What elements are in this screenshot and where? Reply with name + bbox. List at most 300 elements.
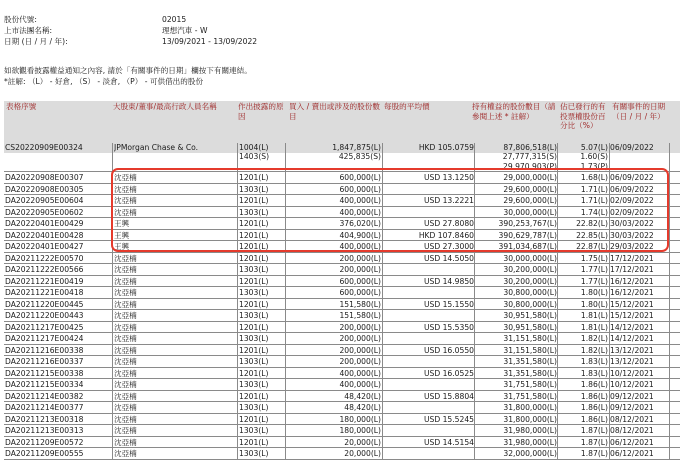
- column-divider: [669, 172, 670, 183]
- column-divider: [669, 356, 670, 367]
- column-divider: [669, 414, 670, 425]
- cell-reason: 1303(L): [239, 357, 269, 366]
- cell-shares: [287, 143, 381, 171]
- cell-serial[interactable]: DA20211221E00418: [5, 288, 84, 297]
- cell-avg-price: USD 14.5050: [423, 253, 474, 263]
- cell-serial[interactable]: DA20211221E00419: [5, 276, 84, 286]
- cell-name: 沈亞楠: [114, 426, 137, 435]
- cell-name: 王興: [114, 219, 130, 228]
- cell-name: JPMorgan Chase & Co.: [114, 143, 199, 152]
- cell-date[interactable]: 06/12/2021: [610, 437, 654, 447]
- table-row: [4, 299, 680, 311]
- cell-serial[interactable]: DA20211217E00425: [5, 322, 84, 332]
- column-divider: [285, 276, 286, 287]
- table-row: [4, 230, 680, 242]
- cell-holding-line: 27,777,315(S): [502, 152, 557, 162]
- cell-holding: 30,800,000(L): [503, 288, 557, 297]
- cell-shares-line: 425,835(S): [338, 152, 381, 162]
- cell-pct: 1.86(L): [580, 380, 608, 389]
- cell-date[interactable]: 16/12/2021: [610, 288, 654, 297]
- column-divider: [285, 448, 286, 459]
- cell-date[interactable]: 08/12/2021: [610, 426, 654, 435]
- column-divider: [112, 195, 113, 206]
- header-pct: 佔已發行的有投票權股份百分比（%）: [560, 102, 606, 130]
- column-divider: [237, 195, 238, 206]
- cell-name: 沈亞楠: [114, 357, 137, 366]
- header-name: 大股東/董事/最高行政人員名稱: [113, 102, 217, 111]
- cell-serial[interactable]: DA20211216E00338: [5, 345, 84, 355]
- cell-pct: 22.82(L): [576, 219, 608, 228]
- meta-company-name: [4, 25, 257, 36]
- column-divider: [382, 356, 383, 367]
- cell-date[interactable]: 09/12/2021: [610, 403, 654, 412]
- cell-shares: 400,000(L): [339, 380, 381, 389]
- cell-shares: 600,000(L): [339, 173, 381, 182]
- cell-date[interactable]: 30/03/2022: [610, 219, 654, 228]
- cell-name: 沈亞楠: [114, 276, 137, 286]
- cell-shares-line: 1,847,875(L): [332, 143, 381, 152]
- note-line: 如欲觀看披露權益通知之內容, 請於「有關事件的日期」欄按下有關連結。: [4, 66, 252, 75]
- column-divider: [237, 402, 238, 413]
- column-divider: [112, 402, 113, 413]
- cell-date[interactable]: 15/12/2021: [610, 299, 654, 309]
- cell-pct: 1.71(L): [580, 196, 608, 205]
- cell-shares: 400,000(L): [339, 242, 381, 251]
- table-row: [4, 276, 680, 288]
- cell-pct: [557, 143, 608, 171]
- table-row: [4, 143, 680, 172]
- cell-name: 沈亞楠: [114, 380, 137, 389]
- cell-name: 王興: [114, 230, 130, 240]
- cell-shares: 200,000(L): [339, 265, 381, 274]
- cell-shares: 400,000(L): [339, 196, 381, 205]
- cell-serial[interactable]: DA20211222E00566: [5, 265, 84, 274]
- cell-date[interactable]: 06/09/2022: [610, 184, 654, 194]
- cell-reason: 1201(L): [239, 242, 269, 251]
- cell-reason: 1201(L): [239, 437, 269, 447]
- cell-reason: 1303(L): [239, 184, 269, 194]
- filings-table: [4, 143, 680, 460]
- column-divider: [669, 207, 670, 218]
- column-divider: [669, 241, 670, 252]
- cell-name: 沈亞楠: [114, 334, 137, 343]
- cell-serial[interactable]: CS20220909E00324: [5, 143, 83, 152]
- column-divider: [237, 345, 238, 356]
- cell-reason: 1303(L): [239, 311, 269, 320]
- column-divider: [669, 143, 670, 171]
- cell-pct: 1.68(L): [580, 173, 608, 182]
- column-divider: [285, 218, 286, 229]
- cell-name: 沈亞楠: [114, 184, 137, 194]
- column-divider: [112, 207, 113, 218]
- cell-holding: 390,629,787(L): [498, 230, 557, 240]
- header-serial: 表格序號: [6, 102, 37, 111]
- cell-holding: 31,980,000(L): [503, 437, 557, 447]
- column-divider: [285, 172, 286, 183]
- cell-date[interactable]: 06/12/2021: [610, 449, 654, 458]
- column-divider: [112, 448, 113, 459]
- cell-avg-price: USD 15.5245: [423, 414, 474, 424]
- cell-reason: 1201(L): [239, 345, 269, 355]
- column-divider: [237, 391, 238, 402]
- table-row: [4, 356, 680, 368]
- column-divider: [237, 379, 238, 390]
- table-row: [4, 379, 680, 391]
- cell-date[interactable]: 10/12/2021: [610, 380, 654, 389]
- column-divider: [285, 391, 286, 402]
- table-row: [4, 253, 680, 265]
- column-divider: [112, 241, 113, 252]
- cell-holding: 30,951,580(L): [503, 311, 557, 320]
- column-divider: [237, 333, 238, 344]
- table-row: [4, 345, 680, 357]
- cell-pct: 1.77(L): [580, 265, 608, 274]
- cell-pct: 1.80(L): [580, 288, 608, 297]
- cell-shares: 48,420(L): [344, 391, 381, 401]
- column-divider: [669, 299, 670, 310]
- cell-date[interactable]: 09/12/2021: [610, 391, 654, 401]
- cell-holding: 31,151,580(L): [503, 345, 557, 355]
- column-divider: [112, 310, 113, 321]
- cell-reason: 1201(L): [239, 276, 269, 286]
- cell-name: 沈亞楠: [114, 391, 137, 401]
- column-divider: [112, 356, 113, 367]
- cell-shares: 600,000(L): [339, 184, 381, 194]
- cell-date[interactable]: 14/12/2021: [610, 322, 654, 332]
- column-divider: [285, 333, 286, 344]
- cell-date[interactable]: 02/09/2022: [610, 207, 654, 217]
- column-divider: [669, 264, 670, 275]
- cell-pct: 1.86(L): [580, 414, 608, 424]
- cell-reason: 1303(L): [239, 288, 269, 297]
- cell-date[interactable]: 10/12/2021: [610, 368, 654, 378]
- cell-holding: 390,253,767(L): [498, 219, 557, 228]
- table-row: [4, 195, 680, 207]
- cell-pct: 1.86(L): [580, 403, 608, 412]
- cell-serial[interactable]: DA20220905E00602: [5, 207, 84, 217]
- column-divider: [237, 172, 238, 183]
- column-divider: [285, 356, 286, 367]
- column-divider: [669, 322, 670, 333]
- cell-holding: 29,000,000(L): [503, 173, 557, 182]
- cell-pct-line: 1.60(S): [580, 152, 608, 162]
- cell-date[interactable]: 17/12/2021: [610, 253, 654, 263]
- cell-shares: 20,000(L): [344, 437, 381, 447]
- cell-pct: 1.87(L): [580, 449, 608, 458]
- cell-holding: 29,600,000(L): [503, 184, 557, 194]
- column-divider: [669, 218, 670, 229]
- cell-holding: 31,751,580(L): [503, 391, 557, 401]
- table-row: [4, 391, 680, 403]
- cell-pct: 22.87(L): [576, 242, 608, 251]
- cell-shares: 400,000(L): [339, 207, 381, 217]
- cell-serial[interactable]: DA20211216E00337: [5, 357, 84, 366]
- column-divider: [237, 264, 238, 275]
- cell-reason-line: 1403(S): [239, 152, 270, 162]
- column-divider: [112, 425, 113, 436]
- cell-holding: 31,980,000(L): [503, 426, 557, 435]
- cell-name: 沈亞楠: [114, 173, 137, 182]
- cell-holding: 31,351,580(L): [503, 357, 557, 366]
- note-line: *註解: （L） - 好倉, （S） - 淡倉, （P） - 可供借出的股份: [4, 76, 204, 86]
- cell-name: 沈亞楠: [114, 322, 137, 332]
- cell-name: 沈亞楠: [114, 265, 137, 274]
- column-divider: [669, 425, 670, 436]
- cell-serial[interactable]: DA20220401E00427: [5, 242, 84, 251]
- cell-avg-price: USD 16.0550: [423, 345, 474, 355]
- column-divider: [237, 218, 238, 229]
- column-divider: [382, 207, 383, 218]
- cell-reason: 1201(L): [239, 368, 269, 378]
- cell-holding: 31,151,580(L): [503, 334, 557, 343]
- cell-date[interactable]: 13/12/2021: [610, 357, 654, 366]
- cell-pct: 1.71(L): [580, 184, 608, 194]
- cell-pct: 1.87(L): [580, 426, 608, 435]
- cell-shares: 200,000(L): [339, 357, 381, 366]
- column-divider: [669, 276, 670, 287]
- cell-reason: 1201(L): [239, 253, 269, 263]
- cell-name: 沈亞楠: [114, 196, 137, 205]
- cell-serial[interactable]: DA20211215E00338: [5, 368, 84, 378]
- column-divider: [237, 276, 238, 287]
- cell-date[interactable]: 02/09/2022: [610, 196, 654, 205]
- column-divider: [285, 379, 286, 390]
- column-divider: [382, 448, 383, 459]
- cell-pct-line: 5.07(L): [580, 143, 608, 152]
- cell-reason: 1201(L): [239, 299, 269, 309]
- table-row: [4, 184, 680, 196]
- cell-shares: 151,580(L): [339, 299, 381, 309]
- column-divider: [285, 264, 286, 275]
- cell-holding: [475, 143, 557, 171]
- cell-name: 沈亞楠: [114, 288, 137, 297]
- column-divider: [112, 264, 113, 275]
- column-divider: [382, 287, 383, 298]
- cell-pct: 1.83(L): [580, 368, 608, 378]
- cell-pct: 1.86(L): [580, 391, 608, 401]
- column-divider: [237, 299, 238, 310]
- meta-date-range: [4, 36, 257, 47]
- cell-date[interactable]: 08/12/2021: [610, 414, 654, 424]
- column-divider: [112, 172, 113, 183]
- table-row: [4, 207, 680, 219]
- cell-pct: 22.85(L): [576, 230, 608, 240]
- cell-serial[interactable]: DA20211220E00445: [5, 299, 84, 309]
- meta-label: 上市法團名稱:: [4, 26, 53, 35]
- cell-holding: 30,000,000(L): [503, 207, 557, 217]
- cell-serial[interactable]: DA20211209E00555: [5, 449, 84, 458]
- header-shares: 買入 / 賣出或涉及的股份數目: [289, 102, 380, 121]
- cell-name: 沈亞楠: [114, 345, 137, 355]
- cell-date[interactable]: 14/12/2021: [610, 334, 654, 343]
- column-divider: [237, 230, 238, 241]
- cell-avg-price: USD 14.5154: [423, 437, 474, 447]
- meta-label: 日期 (日 / 月 / 年):: [4, 37, 68, 46]
- column-divider: [669, 368, 670, 379]
- cell-serial[interactable]: DA20211214E00382: [5, 391, 84, 401]
- cell-serial[interactable]: DA20220908E00305: [5, 184, 84, 194]
- column-divider: [112, 437, 113, 448]
- cell-date[interactable]: 06/09/2022: [610, 173, 654, 182]
- column-divider: [669, 345, 670, 356]
- column-divider: [112, 299, 113, 310]
- cell-holding: 31,800,000(L): [503, 403, 557, 412]
- cell-reason: 1303(L): [239, 265, 269, 274]
- cell-date[interactable]: 06/09/2022: [610, 143, 654, 152]
- cell-pct: 1.87(L): [580, 437, 608, 447]
- cell-serial[interactable]: DA20220401E00428: [5, 230, 84, 240]
- column-divider: [669, 184, 670, 195]
- column-divider: [285, 437, 286, 448]
- cell-avg-price: USD 16.0525: [423, 368, 474, 378]
- cell-holding: 31,751,580(L): [503, 380, 557, 389]
- cell-shares: 180,000(L): [339, 426, 381, 435]
- column-divider: [285, 299, 286, 310]
- column-divider: [285, 184, 286, 195]
- cell-date[interactable]: 17/12/2021: [610, 265, 654, 274]
- column-divider: [285, 425, 286, 436]
- cell-reason: 1201(L): [239, 230, 269, 240]
- column-divider: [285, 368, 286, 379]
- column-divider: [285, 241, 286, 252]
- cell-date[interactable]: 16/12/2021: [610, 276, 654, 286]
- column-divider: [112, 230, 113, 241]
- column-divider: [237, 184, 238, 195]
- column-divider: [112, 368, 113, 379]
- cell-pct-line: 1.73(P): [580, 161, 608, 171]
- cell-date[interactable]: 30/03/2022: [610, 230, 654, 240]
- cell-serial[interactable]: DA20220401E00429: [5, 219, 84, 228]
- column-divider: [112, 391, 113, 402]
- cell-date[interactable]: 13/12/2021: [610, 345, 654, 355]
- cell-holding: 31,800,000(L): [503, 414, 557, 424]
- column-divider: [382, 264, 383, 275]
- column-divider: [285, 253, 286, 264]
- cell-avg-price: HKD 105.0759: [418, 143, 474, 152]
- cell-avg-price: USD 27.8080: [423, 219, 474, 228]
- cell-holding: 30,951,580(L): [503, 322, 557, 332]
- column-divider: [237, 448, 238, 459]
- column-divider: [285, 310, 286, 321]
- column-divider: [669, 391, 670, 402]
- column-divider: [237, 425, 238, 436]
- cell-avg-price: USD 15.5350: [423, 322, 474, 332]
- cell-shares: 600,000(L): [339, 276, 381, 286]
- cell-shares: 404,900(L): [339, 230, 381, 240]
- column-divider: [112, 276, 113, 287]
- cell-holding: 32,000,000(L): [503, 449, 557, 458]
- cell-serial[interactable]: DA20220908E00307: [5, 173, 84, 182]
- table-row: [4, 287, 680, 299]
- cell-holding: 30,200,000(L): [503, 265, 557, 274]
- cell-reason: 1303(L): [239, 403, 269, 412]
- cell-reason-line: 1004(L): [239, 143, 269, 152]
- table-row: [4, 448, 680, 460]
- column-divider: [112, 218, 113, 229]
- cell-serial[interactable]: DA20211209E00572: [5, 437, 84, 447]
- cell-name: 沈亞楠: [114, 253, 137, 263]
- cell-reason: 1201(L): [239, 322, 269, 332]
- column-divider: [112, 253, 113, 264]
- cell-serial[interactable]: DA20211213E00313: [5, 426, 84, 435]
- column-divider: [237, 253, 238, 264]
- column-divider: [112, 345, 113, 356]
- column-divider: [237, 287, 238, 298]
- meta-stock-code: [4, 14, 257, 25]
- cell-reason: 1201(L): [239, 414, 269, 424]
- column-divider: [382, 379, 383, 390]
- cell-serial[interactable]: DA20211214E00377: [5, 403, 84, 412]
- cell-avg-price: USD 15.8804: [423, 391, 474, 401]
- cell-serial[interactable]: DA20211217E00424: [5, 334, 84, 343]
- cell-reason: 1303(L): [239, 334, 269, 343]
- column-divider: [669, 379, 670, 390]
- column-divider: [669, 437, 670, 448]
- meta-value: 13/09/2021 - 13/09/2022: [162, 37, 258, 46]
- column-divider: [285, 207, 286, 218]
- column-divider: [112, 184, 113, 195]
- column-divider: [669, 402, 670, 413]
- cell-avg-price: USD 13.1250: [423, 173, 474, 182]
- filing-meta: [4, 14, 257, 47]
- cell-date[interactable]: 29/03/2022: [610, 242, 654, 251]
- cell-serial[interactable]: DA20211222E00570: [5, 253, 84, 263]
- cell-holding: 30,200,000(L): [503, 276, 557, 286]
- cell-avg-price: USD 27.3000: [423, 242, 474, 251]
- cell-pct: 1.82(L): [580, 345, 608, 355]
- cell-holding: 30,000,000(L): [503, 253, 557, 263]
- cell-reason: 1303(L): [239, 380, 269, 389]
- cell-holding: 29,600,000(L): [503, 196, 557, 205]
- cell-pct: 1.83(L): [580, 357, 608, 366]
- table-row: [4, 368, 680, 380]
- column-divider: [112, 333, 113, 344]
- cell-reason: 1201(L): [239, 391, 269, 401]
- cell-serial[interactable]: DA20211213E00318: [5, 414, 84, 424]
- table-row: [4, 322, 680, 334]
- column-divider: [237, 322, 238, 333]
- cell-shares: 180,000(L): [339, 414, 381, 424]
- cell-avg-price: USD 13.2221: [423, 196, 474, 205]
- cell-name: 沈亞楠: [114, 403, 137, 412]
- column-divider: [382, 425, 383, 436]
- table-row: [4, 218, 680, 230]
- column-divider: [669, 230, 670, 241]
- cell-serial[interactable]: DA20220905E00604: [5, 196, 84, 205]
- column-divider: [669, 253, 670, 264]
- cell-reason: [239, 143, 284, 171]
- cell-date[interactable]: 15/12/2021: [610, 311, 654, 320]
- column-divider: [237, 414, 238, 425]
- column-divider: [237, 437, 238, 448]
- column-divider: [237, 241, 238, 252]
- column-divider: [237, 143, 238, 171]
- table-row: [4, 414, 680, 426]
- cell-serial[interactable]: DA20211220E00443: [5, 311, 84, 320]
- cell-name: 沈亞楠: [114, 449, 137, 458]
- cell-serial[interactable]: DA20211215E00334: [5, 380, 84, 389]
- cell-name: 沈亞楠: [114, 311, 137, 320]
- column-divider: [382, 402, 383, 413]
- table-row: [4, 333, 680, 345]
- column-divider: [237, 310, 238, 321]
- column-divider: [285, 287, 286, 298]
- cell-avg-price: USD 15.1550: [423, 299, 474, 309]
- header-avg-price: 每股的平均價: [384, 102, 430, 111]
- cell-shares: 200,000(L): [339, 322, 381, 332]
- table-row: [4, 437, 680, 449]
- table-row: [4, 241, 680, 253]
